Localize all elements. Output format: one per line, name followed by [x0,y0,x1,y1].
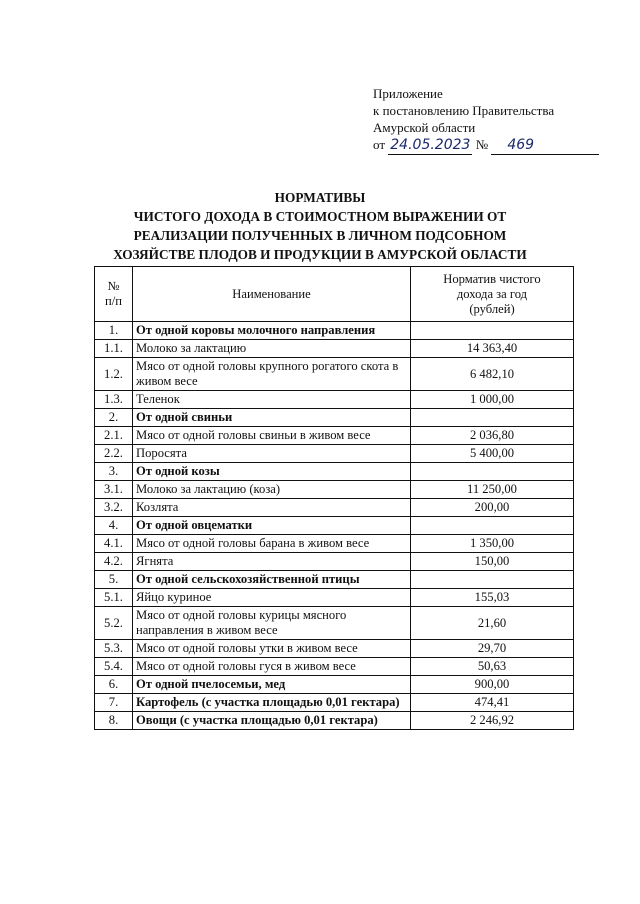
row-number: 5. [95,571,133,589]
date-prefix: от [373,137,386,152]
row-value: 1 350,00 [411,535,574,553]
row-name: Молоко за лактацию (коза) [133,481,411,499]
number-sign: № [475,137,489,152]
row-name: Мясо от одной головы крупного рогатого скота в живом весе [133,358,411,391]
row-value: 200,00 [411,499,574,517]
table-row [95,571,574,589]
row-number: 1.2. [95,358,133,391]
row-number: 5.2. [95,607,133,640]
row-number: 1.3. [95,391,133,409]
row-value: 2 246,92 [411,712,574,730]
row-value: 1 000,00 [411,391,574,409]
row-number: 5.4. [95,658,133,676]
row-number: 8. [95,712,133,730]
table-row [95,553,574,571]
row-number: 3. [95,463,133,481]
row-name: От одной свиньи [133,409,411,427]
table-row [95,712,574,730]
row-name: Мясо от одной головы утки в живом весе [133,640,411,658]
table-row [95,463,574,481]
table-row [95,340,574,358]
appendix-date-line [373,136,599,155]
row-value: 29,70 [411,640,574,658]
table-row [95,694,574,712]
row-value: 6 482,10 [411,358,574,391]
document-title [0,188,640,264]
row-value: 2 036,80 [411,427,574,445]
table-row [95,676,574,694]
row-number: 4. [95,517,133,535]
table-row [95,640,574,658]
table-row [95,658,574,676]
row-number: 7. [95,694,133,712]
title-line-3: РЕАЛИЗАЦИИ ПОЛУЧЕННЫХ В ЛИЧНОМ ПОДСОБНОМ [133,228,507,243]
row-name: Мясо от одной головы курицы мясного направления в живом весе [133,607,411,640]
row-value: 155,03 [411,589,574,607]
table-row [95,481,574,499]
row-value: 150,00 [411,553,574,571]
row-value [411,322,574,340]
table-body [95,322,574,730]
row-name: От одной коровы молочного направления [133,322,411,340]
row-value: 50,63 [411,658,574,676]
appendix-line-3: Амурской области [373,120,476,135]
row-value [411,517,574,535]
appendix-block [373,85,599,155]
row-number: 1.1. [95,340,133,358]
table-row [95,409,574,427]
row-name: Поросята [133,445,411,463]
handwritten-number: 469 [491,137,599,155]
table-row [95,322,574,340]
row-number: 6. [95,676,133,694]
table-row [95,535,574,553]
row-name: От одной пчелосемьи, мед [133,676,411,694]
table-header-row [95,267,574,322]
header-number: № п/п [95,267,133,322]
row-number: 3.1. [95,481,133,499]
title-line-2: ЧИСТОГО ДОХОДА В СТОИМОСТНОМ ВЫРАЖЕНИИ ОТ [133,209,507,224]
row-name: Ягнята [133,553,411,571]
row-name: Мясо от одной головы свиньи в живом весе [133,427,411,445]
table-row [95,589,574,607]
row-number: 2. [95,409,133,427]
row-name: Овощи (с участка площадью 0,01 гектара) [133,712,411,730]
table-row [95,607,574,640]
row-value [411,463,574,481]
title-line-4: ХОЗЯЙСТВЕ ПЛОДОВ И ПРОДУКЦИИ В АМУРСКОЙ ОБЛАСТИ [113,247,527,262]
row-value: 5 400,00 [411,445,574,463]
title-line-1: НОРМАТИВЫ [274,190,366,205]
handwritten-date: 24.05.2023 [390,137,471,153]
table-row [95,391,574,409]
row-number: 4.2. [95,553,133,571]
row-value [411,409,574,427]
table-row [95,358,574,391]
row-value: 900,00 [411,676,574,694]
row-value: 11 250,00 [411,481,574,499]
row-name: Картофель (с участка площадью 0,01 гектара) [133,694,411,712]
row-number: 1. [95,322,133,340]
row-name: Теленок [133,391,411,409]
row-number: 3.2. [95,499,133,517]
row-name: Яйцо куриное [133,589,411,607]
row-value [411,571,574,589]
appendix-line-2: к постановлению Правительства [373,103,555,118]
row-number: 4.1. [95,535,133,553]
norms-table [94,266,574,730]
table-row [95,517,574,535]
table-row [95,427,574,445]
appendix-line-1: Приложение [373,86,443,101]
row-number: 5.1. [95,589,133,607]
header-value: Норматив чистого дохода за год (рублей) [411,267,574,322]
row-name: Молоко за лактацию [133,340,411,358]
row-value: 21,60 [411,607,574,640]
row-name: От одной козы [133,463,411,481]
table-row [95,445,574,463]
row-name: Козлята [133,499,411,517]
header-name: Наименование [133,267,411,322]
row-name: От одной овцематки [133,517,411,535]
row-name: Мясо от одной головы гуся в живом весе [133,658,411,676]
row-number: 2.1. [95,427,133,445]
row-name: От одной сельскохозяйственной птицы [133,571,411,589]
row-name: Мясо от одной головы барана в живом весе [133,535,411,553]
row-number: 2.2. [95,445,133,463]
row-number: 5.3. [95,640,133,658]
table-row [95,499,574,517]
row-value: 474,41 [411,694,574,712]
row-value: 14 363,40 [411,340,574,358]
